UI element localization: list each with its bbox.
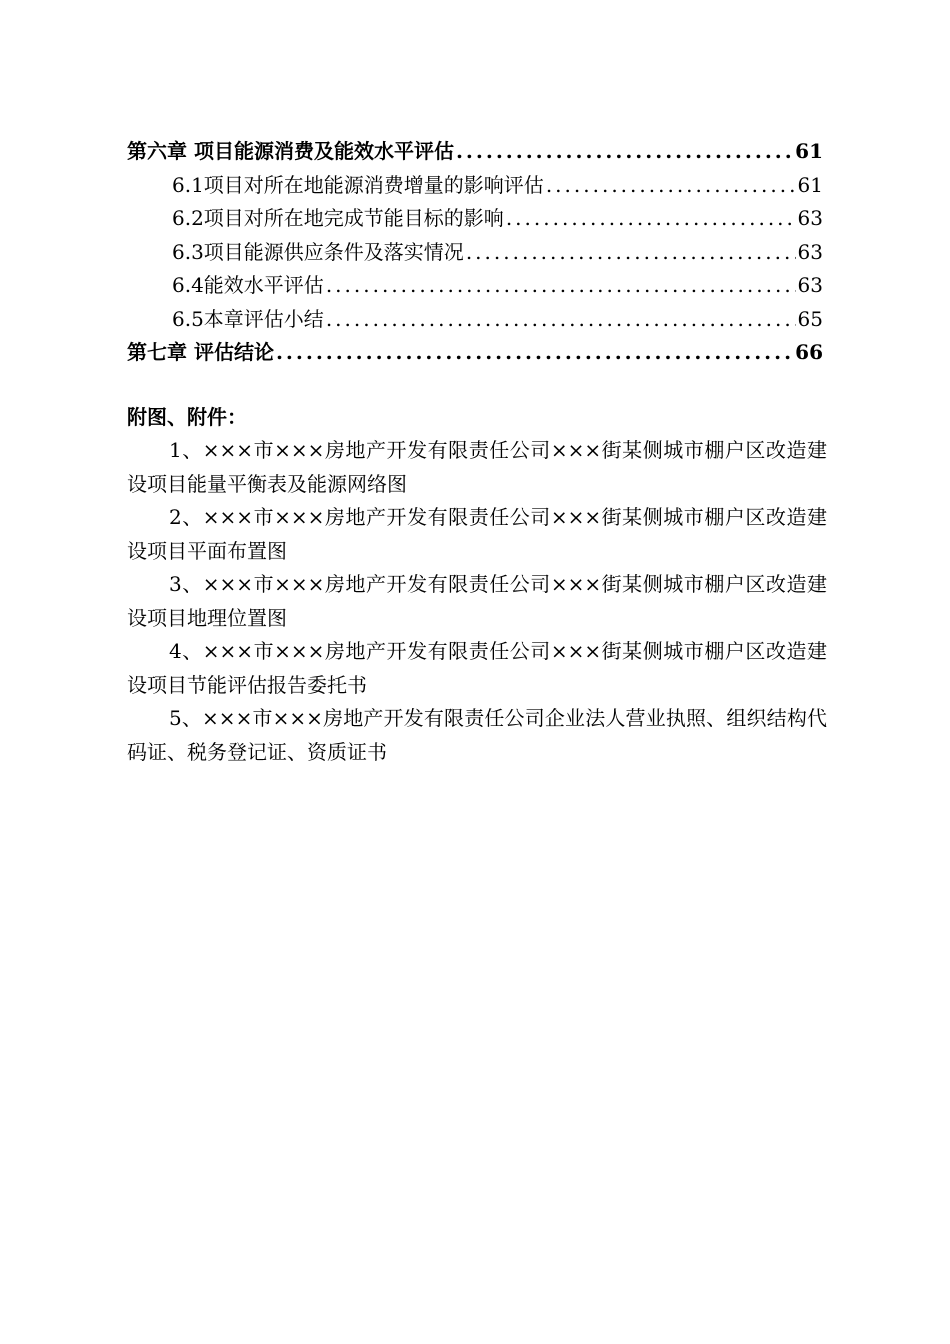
toc-entry-page-number: 61 <box>797 172 823 197</box>
attachments-section <box>127 400 827 769</box>
toc-entry-page-number: 66 <box>795 340 823 364</box>
attachment-item-1: 1、×××市×××房地产开发有限责任公司×××街某侧城市棚户区改造建设项目能量平衡表及能源网络图 <box>127 438 827 496</box>
toc-leader-dots <box>546 169 796 203</box>
toc-entry-chapter-6[interactable] <box>127 135 823 169</box>
toc-entry-title: 6.4能效水平评估 <box>172 273 324 297</box>
toc-entry-title: 6.5本章评估小结 <box>172 306 324 331</box>
toc-entry-title: 第六章 项目能源消费及能效水平评估 <box>127 139 454 163</box>
toc-entry-page-number: 65 <box>797 306 823 331</box>
toc-entry-section-6-4[interactable] <box>127 269 823 303</box>
attachment-item-5: 5、×××市×××房地产开发有限责任公司企业法人营业执照、组织结构代码证、税务登记证、资质证书 <box>127 706 827 764</box>
toc-entry-page-number: 63 <box>797 239 823 264</box>
toc-entry-page-number: 63 <box>797 206 823 230</box>
toc-entry-section-6-3[interactable] <box>127 236 823 270</box>
toc-entry-title: 6.1项目对所在地能源消费增量的影响评估 <box>172 172 544 197</box>
toc-leader-dots <box>276 336 793 370</box>
attachments-heading: 附图、附件： <box>127 405 247 429</box>
attachment-item-2: 2、×××市×××房地产开发有限责任公司×××街某侧城市棚户区改造建设项目平面布置图 <box>127 505 827 563</box>
toc-entry-section-6-1[interactable] <box>127 169 823 203</box>
toc-entry-chapter-7[interactable] <box>127 336 823 370</box>
toc-entry-title: 6.3项目能源供应条件及落实情况 <box>172 239 464 264</box>
toc-entry-section-6-5[interactable] <box>127 303 823 337</box>
toc-leader-dots <box>506 202 796 236</box>
toc-leader-dots <box>456 135 793 169</box>
toc-leader-dots <box>326 303 796 337</box>
table-of-contents <box>127 135 823 370</box>
toc-entry-page-number: 61 <box>795 139 823 163</box>
toc-entry-title: 第七章 评估结论 <box>127 340 274 364</box>
attachment-item-4: 4、×××市×××房地产开发有限责任公司×××街某侧城市棚户区改造建设项目节能评估报告委托书 <box>127 639 827 697</box>
toc-leader-dots <box>466 236 796 270</box>
toc-entry-title: 6.2项目对所在地完成节能目标的影响 <box>172 206 504 230</box>
attachment-item-3: 3、×××市×××房地产开发有限责任公司×××街某侧城市棚户区改造建设项目地理位置图 <box>127 572 827 630</box>
toc-entry-section-6-2[interactable] <box>127 202 823 236</box>
toc-leader-dots <box>326 269 796 303</box>
toc-entry-page-number: 63 <box>797 273 823 297</box>
